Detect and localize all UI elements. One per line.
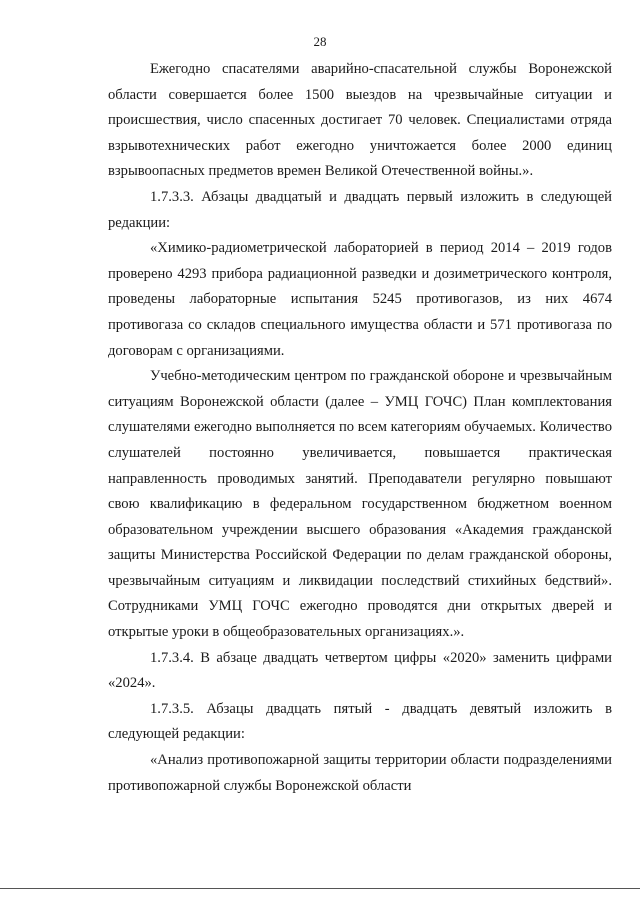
- paragraph-item-1-7-3-3: 1.7.3.3. Абзацы двадцатый и двадцать первый изложить в следующей редакции:: [108, 188, 612, 231]
- paragraph-rescue-service-stats: Ежегодно спасателями аварийно-спасательной службы Воронежской области совершается более 1500 выездов на чрезвычайные ситуации и происшествия, число спасенных достигает 70 человек. Специалистами отряда взрывотехнических работ ежегодно уничтожается более 2000 единиц взрывоопасных предметов времен Великой Отечественной войны.».: [108, 61, 612, 180]
- paragraph-fire-protection-analysis: «Анализ противопожарной защиты территории области подразделениями противопожарной службы Воронежской области: [108, 752, 612, 794]
- paragraph-item-1-7-3-4: 1.7.3.4. В абзаце двадцать четвертом цифры «2020» заменить цифрами «2024».: [108, 649, 612, 692]
- paragraph-lab-testing: «Химико-радиометрической лабораторией в период 2014 – 2019 годов проверено 4293 прибора радиационной разведки и дозиметрического контроля, проведены лабораторные испытания 5245 противогазов, из них 4674 противогаза со складов специального имущества области и 571 противогаза по договорам с организациями.: [108, 240, 612, 359]
- document-body: [108, 57, 612, 799]
- page-bottom-rule: [0, 888, 640, 889]
- paragraph-training-center: Учебно-методическим центром по гражданской обороне и чрезвычайным ситуациям Воронежской области (далее – УМЦ ГОЧС) План комплектования слушателями ежегодно выполняется по всем категориям обучаемых. Количество слушателей постоянно увеличивается, повышается практическая направленность проводимых занятий. Преподаватели регулярно повышают свою квалификацию в федеральном государственном бюджетном военном образовательном учреждении высшего образования «Академия гражданской защиты Министерства Российской Федерации по делам гражданской обороны, чрезвычайным ситуациям и ликвидации последствий стихийных бедствий». Сотрудниками УМЦ ГОЧС ежегодно проводятся дни открытых дверей и открытые уроки в общеобразовательных организациях.».: [108, 368, 612, 641]
- paragraph-item-1-7-3-5: 1.7.3.5. Абзацы двадцать пятый - двадцать девятый изложить в следующей редакции:: [108, 700, 612, 743]
- page-number: 28: [313, 34, 327, 49]
